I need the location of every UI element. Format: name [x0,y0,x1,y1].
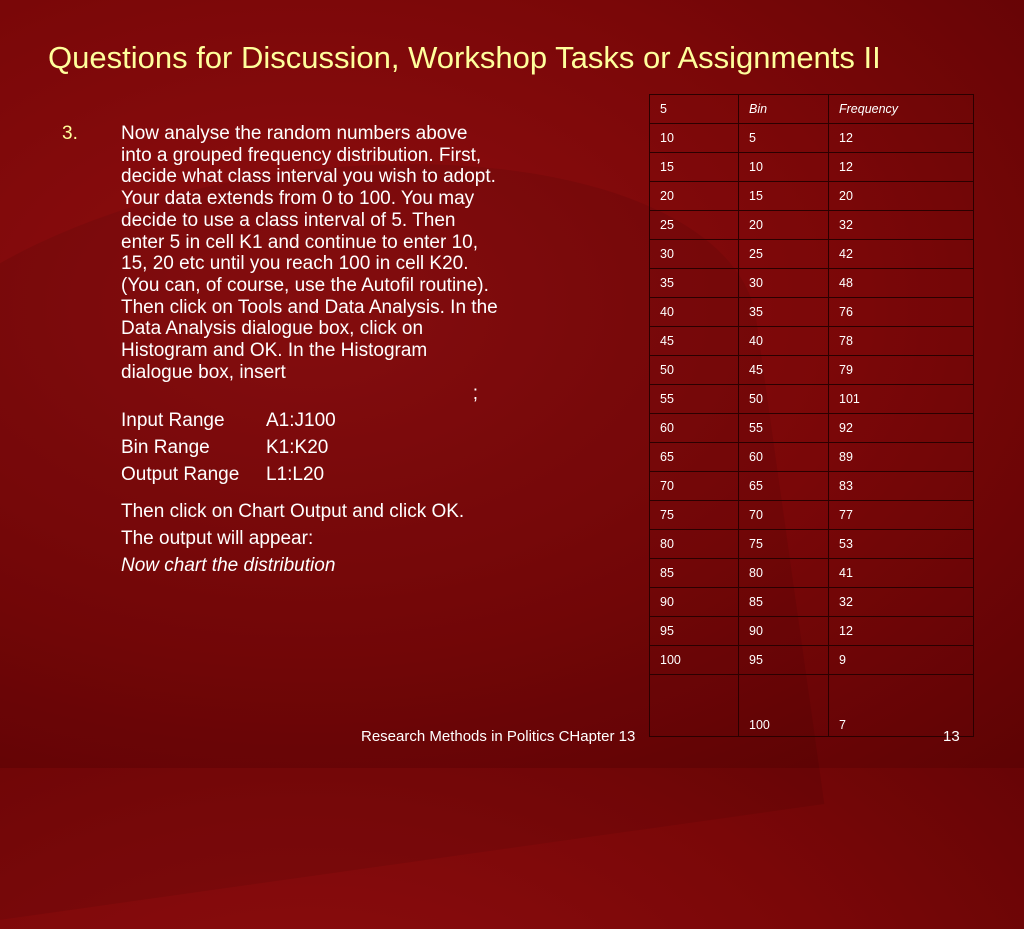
table-cell: 35 [739,298,829,327]
table-cell: 90 [650,588,739,617]
table-cell: 60 [739,443,829,472]
table-cell: 85 [650,559,739,588]
table-header-cell: Frequency [829,95,974,124]
table-cell: 101 [829,385,974,414]
table-cell: 10 [650,124,739,153]
table-cell: 12 [829,617,974,646]
table-cell: 75 [739,530,829,559]
table-row [650,153,974,182]
table-cell: 30 [739,269,829,298]
table-cell: 12 [829,153,974,182]
table-cell: 35 [650,269,739,298]
table-cell: 100 [739,675,829,737]
chart-distribution-line: Now chart the distribution [121,554,336,576]
table-row [650,327,974,356]
table-cell: 80 [650,530,739,559]
table-cell: 89 [829,443,974,472]
table-row [650,240,974,269]
table-row [650,675,974,737]
table-cell: 95 [650,617,739,646]
bin-range-row [121,437,501,459]
bin-range-value: K1:K20 [266,436,329,458]
table-cell: 20 [650,182,739,211]
table-cell: 45 [739,356,829,385]
table-cell: 5 [739,124,829,153]
bin-range-label: Bin Range [121,436,210,458]
table-cell: 7 [829,675,974,737]
table-cell: 15 [739,182,829,211]
table-cell: 65 [650,443,739,472]
table-cell: 90 [739,617,829,646]
bullet-number: 3. [62,123,78,144]
table-cell: 100 [650,646,739,675]
table-cell: 80 [739,559,829,588]
table-cell: 12 [829,124,974,153]
frequency-table [649,94,974,737]
table-row [650,298,974,327]
table-row [650,414,974,443]
table-row [650,385,974,414]
semicolon: ; [472,383,478,405]
table-cell: 65 [739,472,829,501]
table-row [650,588,974,617]
table-row [650,269,974,298]
table-cell: 9 [829,646,974,675]
output-appear-line: The output will appear: [121,527,314,549]
table-header-cell: Bin [739,95,829,124]
instructions-paragraph: Now analyse the random numbers above into a grouped frequency distribution. First, decide what class interval you wish to adopt. Your data extends from 0 to 100. You may decide to use a class interval of 5. Then enter 5 in cell K1 and continue to enter 10, 15, 20 etc until you reach 100 in cell K20. (You can, of course, use the Autofil routine). Then click on Tools and Data Analysis. In the Data Analysis dialogue box, click on Histogram and OK. In the Histogram dialogue box, insert [121,123,498,383]
table-cell: 83 [829,472,974,501]
table-cell: 25 [650,211,739,240]
table-cell: 32 [829,588,974,617]
footer-text: Research Methods in Politics CHapter 13 [361,728,636,745]
table-row [650,559,974,588]
table-cell: 25 [739,240,829,269]
output-range-value: L1:L20 [266,463,325,485]
input-range-row [121,410,501,432]
chart-output-line: Then click on Chart Output and click OK. [121,501,465,523]
table-cell: 41 [829,559,974,588]
page-number: 13 [943,728,960,745]
table-cell: 60 [650,414,739,443]
table-row [650,443,974,472]
table-cell: 79 [829,356,974,385]
table-cell: 20 [829,182,974,211]
output-range-row [121,464,501,486]
slide-title: Questions for Discussion, Workshop Tasks or Assignments II [48,40,881,75]
table-cell: 70 [650,472,739,501]
table-cell: 53 [829,530,974,559]
table-cell: 85 [739,588,829,617]
table-cell: 50 [739,385,829,414]
table-row [650,646,974,675]
table-header-cell: 5 [650,95,739,124]
table-cell: 76 [829,298,974,327]
table-cell: 50 [650,356,739,385]
table-header-row [650,95,974,124]
table-cell: 20 [739,211,829,240]
table-cell: 10 [739,153,829,182]
table-cell: 40 [650,298,739,327]
table-row [650,211,974,240]
table-cell: 42 [829,240,974,269]
table-cell [650,675,739,737]
input-range-label: Input Range [121,410,225,432]
table-row [650,501,974,530]
input-range-value: A1:J100 [266,410,336,432]
table-row [650,472,974,501]
table-cell: 45 [650,327,739,356]
table-row [650,356,974,385]
table-cell: 55 [650,385,739,414]
table-cell: 75 [650,501,739,530]
table-cell: 92 [829,414,974,443]
table-cell: 40 [739,327,829,356]
table-row [650,617,974,646]
slide-body [121,123,501,576]
table-cell: 30 [650,240,739,269]
table-cell: 78 [829,327,974,356]
table-cell: 15 [650,153,739,182]
table-cell: 32 [829,211,974,240]
table-row [650,182,974,211]
table-cell: 95 [739,646,829,675]
table-cell: 55 [739,414,829,443]
table-cell: 48 [829,269,974,298]
table-row [650,124,974,153]
table-cell: 70 [739,501,829,530]
table-row [650,530,974,559]
output-range-label: Output Range [121,463,240,485]
table-cell: 77 [829,501,974,530]
